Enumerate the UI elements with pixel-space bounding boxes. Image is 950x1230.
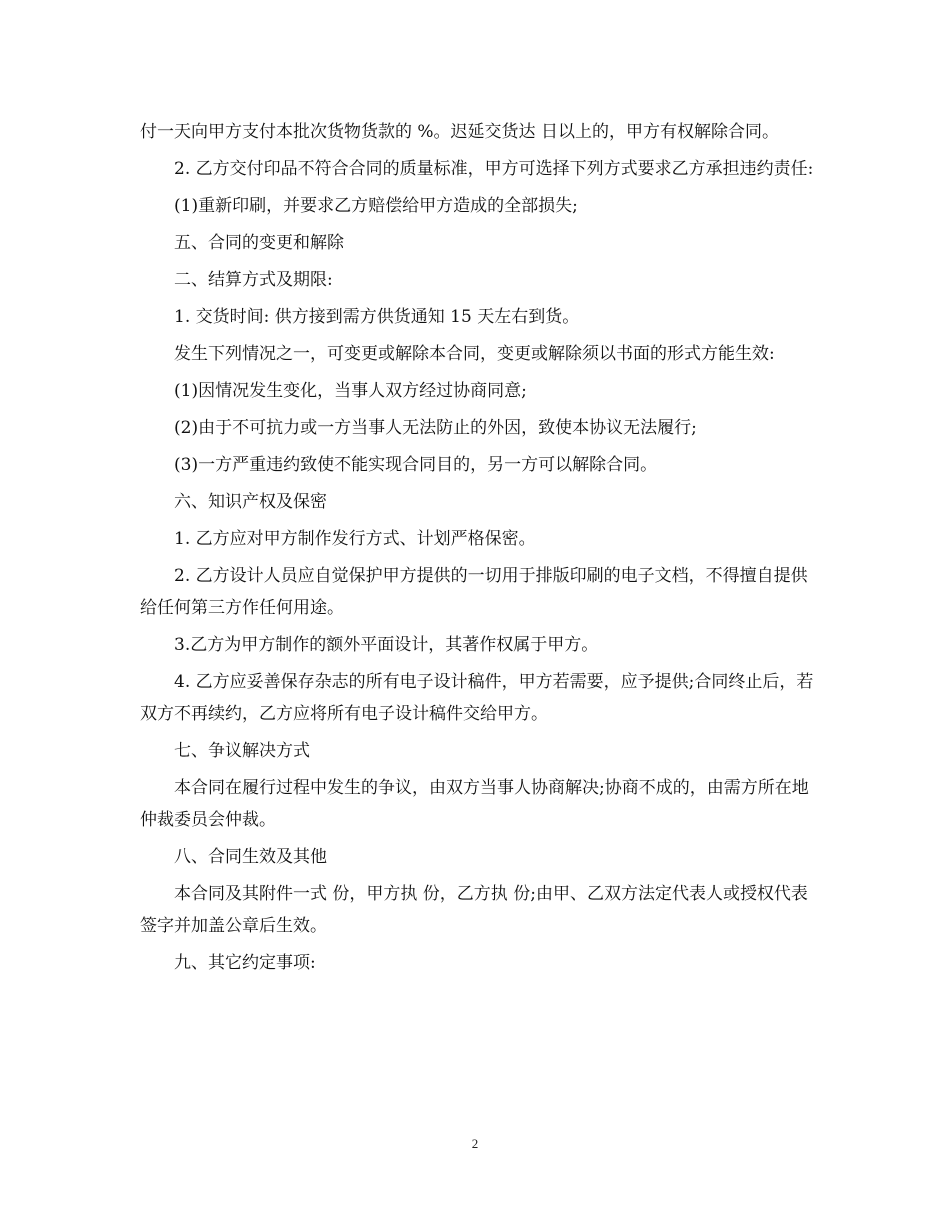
document-body: [140, 116, 820, 984]
page-number: 2: [471, 1136, 479, 1151]
paragraph: 2. 乙方设计人员应自觉保护甲方提供的一切用于排版印刷的电子文档，不得擅自提供给任何第三方作任何用途。: [140, 566, 808, 618]
section-heading: 八、合同生效及其他: [174, 847, 327, 867]
section-heading: 六、知识产权及保密: [174, 492, 327, 512]
paragraph: 发生下列情况之一，可变更或解除本合同，变更或解除须以书面的形式方能生效:: [174, 344, 775, 364]
paragraph: 本合同及其附件一式 份，甲方执 份，乙方执 份;由甲、乙双方法定代表人或授权代表签字并加盖公章后生效。: [140, 884, 808, 936]
section-heading: 二、结算方式及期限:: [174, 270, 333, 290]
paragraph: 1. 乙方应对甲方制作发行方式、计划严格保密。: [174, 529, 536, 549]
paragraph: (3)一方严重违约致使不能实现合同目的，另一方可以解除合同。: [174, 455, 658, 475]
paragraph: 1. 交货时间: 供方接到需方供货通知 15 天左右到货。: [174, 307, 580, 327]
paragraph: (1)重新印刷，并要求乙方赔偿给甲方造成的全部损失;: [174, 196, 578, 216]
paragraph: 2. 乙方交付印品不符合合同的质量标准，甲方可选择下列方式要求乙方承担违约责任:: [174, 159, 814, 179]
section-heading: 九、其它约定事项:: [174, 953, 316, 973]
paragraph: 付一天向甲方支付本批次货物货款的 %。迟延交货达 日以上的，甲方有权解除合同。: [140, 122, 779, 142]
paragraph: 4. 乙方应妥善保存杂志的所有电子设计稿件，甲方若需要，应予提供;合同终止后，若双方不再续约，乙方应将所有电子设计稿件交给甲方。: [140, 672, 814, 724]
section-heading: 七、争议解决方式: [174, 741, 310, 761]
paragraph: 3.乙方为甲方制作的额外平面设计，其著作权属于甲方。: [174, 635, 599, 655]
paragraph: (2)由于不可抗力或一方当事人无法防止的外因，致使本协议无法履行;: [174, 418, 697, 438]
paragraph: (1)因情况发生变化，当事人双方经过协商同意;: [174, 381, 527, 401]
paragraph: 本合同在履行过程中发生的争议，由双方当事人协商解决;协商不成的，由需方所在地仲裁委员会仲裁。: [140, 778, 809, 830]
section-heading: 五、合同的变更和解除: [174, 233, 344, 253]
